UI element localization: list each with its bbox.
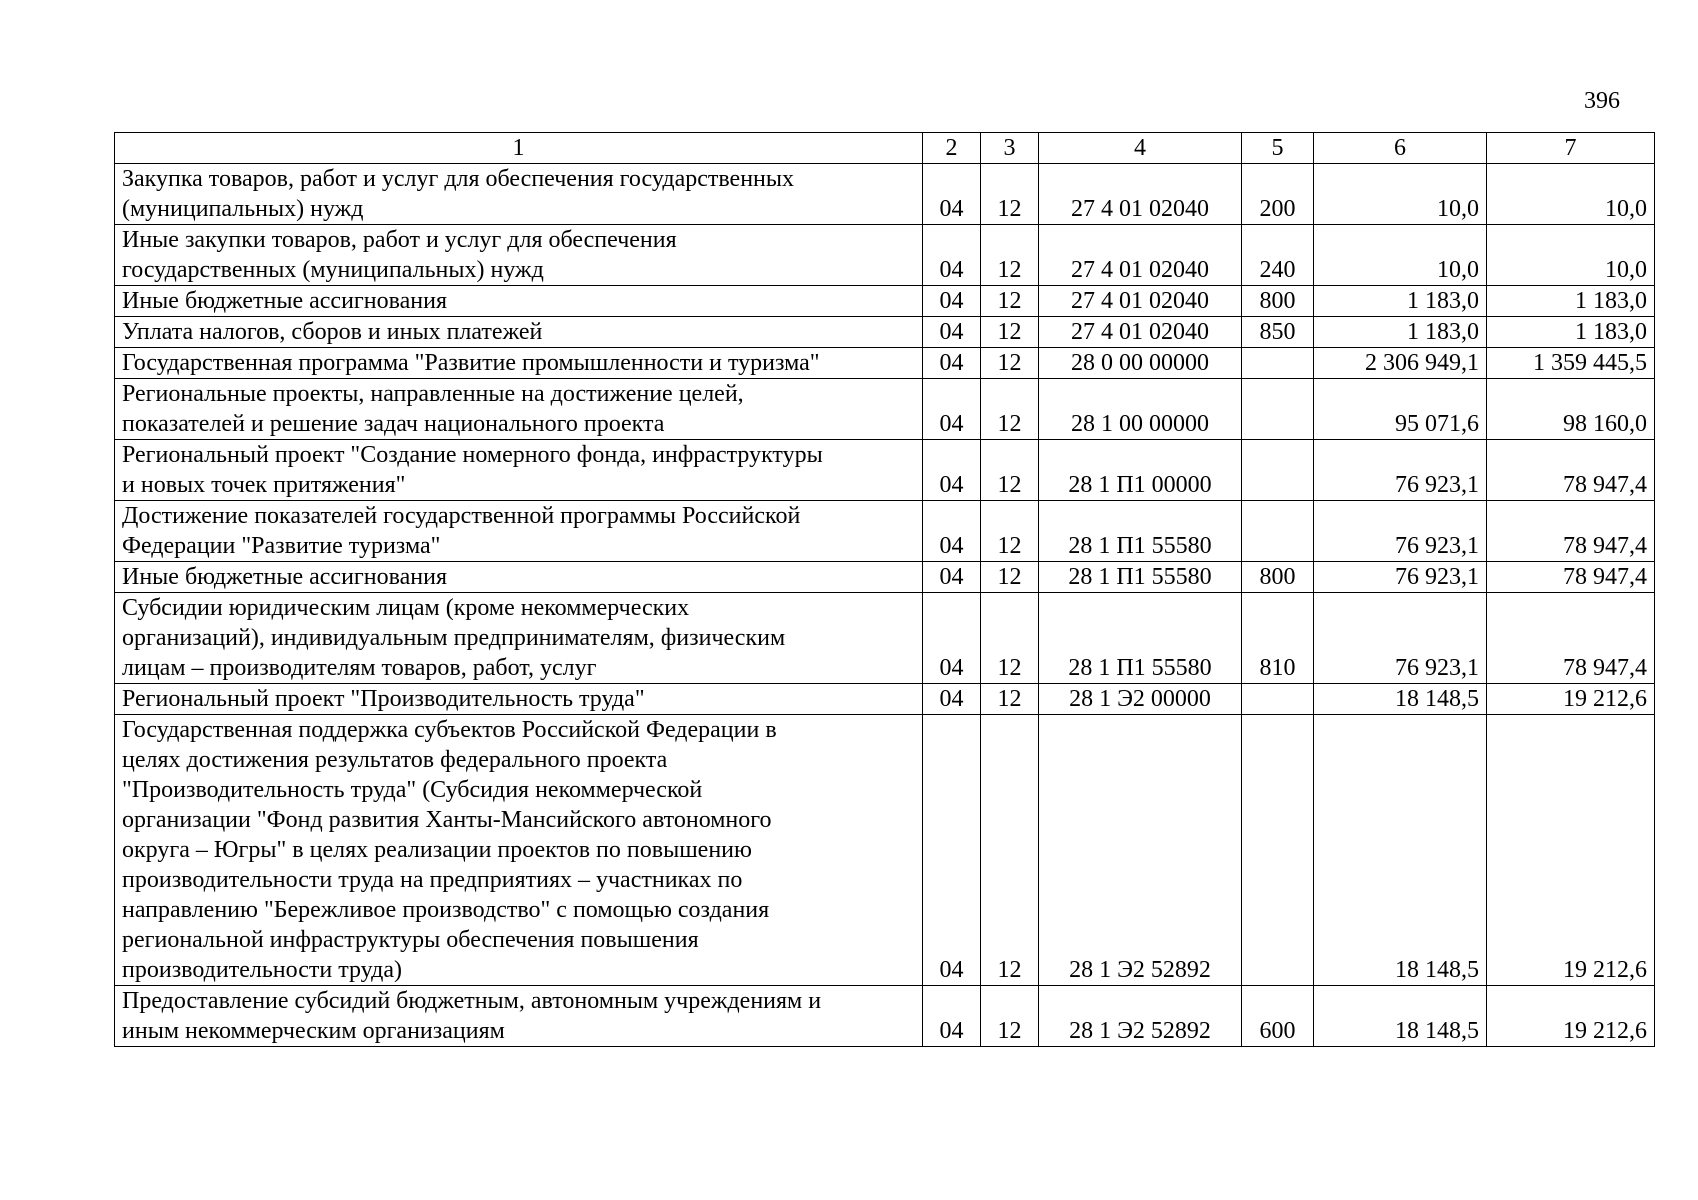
target-article-cell: 28 1 П1 55580 [1039,593,1242,684]
table-row [115,986,1655,1047]
section-cell: 04 [923,593,981,684]
column-header: 6 [1314,133,1487,164]
row-name-cell: Государственная программа "Развитие промышленности и туризма" [115,348,923,379]
section-cell: 04 [923,317,981,348]
row-name-cell: Иные бюджетные ассигнования [115,562,923,593]
expense-type-cell: 240 [1242,225,1314,286]
amount-year1-cell: 76 923,1 [1314,440,1487,501]
table-row [115,379,1655,440]
amount-year2-cell: 10,0 [1487,225,1655,286]
section-cell: 04 [923,379,981,440]
page-number: 396 [1584,88,1620,114]
amount-year2-cell: 78 947,4 [1487,593,1655,684]
table-row [115,684,1655,715]
amount-year2-cell: 19 212,6 [1487,986,1655,1047]
target-article-cell: 28 1 Э2 52892 [1039,986,1242,1047]
subsection-cell: 12 [981,562,1039,593]
expense-type-cell [1242,348,1314,379]
expense-type-cell [1242,501,1314,562]
target-article-cell: 27 4 01 02040 [1039,317,1242,348]
expense-type-cell [1242,379,1314,440]
table-body [115,164,1655,1047]
subsection-cell: 12 [981,986,1039,1047]
expense-type-cell [1242,715,1314,986]
table-row [115,501,1655,562]
row-name-cell: Иные бюджетные ассигнования [115,286,923,317]
target-article-cell: 28 1 П1 55580 [1039,501,1242,562]
amount-year2-cell: 19 212,6 [1487,715,1655,986]
amount-year2-cell: 78 947,4 [1487,440,1655,501]
expense-type-cell: 800 [1242,562,1314,593]
row-name-cell: Уплата налогов, сборов и иных платежей [115,317,923,348]
target-article-cell: 27 4 01 02040 [1039,286,1242,317]
table-row [115,286,1655,317]
subsection-cell: 12 [981,317,1039,348]
expense-type-cell: 800 [1242,286,1314,317]
table-row [115,317,1655,348]
amount-year2-cell: 1 183,0 [1487,317,1655,348]
target-article-cell: 28 1 П1 00000 [1039,440,1242,501]
budget-table [114,132,1655,1047]
section-cell: 04 [923,440,981,501]
expense-type-cell: 200 [1242,164,1314,225]
row-name-cell: Закупка товаров, работ и услуг для обеспечения государственных (муниципальных) нужд [115,164,923,225]
amount-year1-cell: 95 071,6 [1314,379,1487,440]
target-article-cell: 28 1 Э2 00000 [1039,684,1242,715]
column-header: 7 [1487,133,1655,164]
column-header: 3 [981,133,1039,164]
subsection-cell: 12 [981,286,1039,317]
section-cell: 04 [923,684,981,715]
section-cell: 04 [923,225,981,286]
expense-type-cell: 600 [1242,986,1314,1047]
table-row [115,164,1655,225]
section-cell: 04 [923,348,981,379]
amount-year1-cell: 1 183,0 [1314,317,1487,348]
amount-year1-cell: 18 148,5 [1314,986,1487,1047]
table-row [115,348,1655,379]
section-cell: 04 [923,501,981,562]
section-cell: 04 [923,164,981,225]
subsection-cell: 12 [981,715,1039,986]
subsection-cell: 12 [981,379,1039,440]
amount-year1-cell: 10,0 [1314,225,1487,286]
target-article-cell: 27 4 01 02040 [1039,225,1242,286]
subsection-cell: 12 [981,501,1039,562]
column-header: 1 [115,133,923,164]
column-header: 5 [1242,133,1314,164]
target-article-cell: 28 1 Э2 52892 [1039,715,1242,986]
expense-type-cell [1242,440,1314,501]
section-cell: 04 [923,562,981,593]
target-article-cell: 28 0 00 00000 [1039,348,1242,379]
amount-year2-cell: 1 359 445,5 [1487,348,1655,379]
row-name-cell: Региональные проекты, направленные на достижение целей, показателей и решение задач национального проекта [115,379,923,440]
section-cell: 04 [923,286,981,317]
amount-year1-cell: 10,0 [1314,164,1487,225]
target-article-cell: 28 1 00 00000 [1039,379,1242,440]
amount-year2-cell: 1 183,0 [1487,286,1655,317]
table-row [115,593,1655,684]
amount-year2-cell: 98 160,0 [1487,379,1655,440]
subsection-cell: 12 [981,440,1039,501]
expense-type-cell: 810 [1242,593,1314,684]
subsection-cell: 12 [981,225,1039,286]
header-row [115,133,1655,164]
amount-year1-cell: 1 183,0 [1314,286,1487,317]
amount-year1-cell: 76 923,1 [1314,593,1487,684]
amount-year1-cell: 76 923,1 [1314,562,1487,593]
section-cell: 04 [923,986,981,1047]
row-name-cell: Иные закупки товаров, работ и услуг для обеспечения государственных (муниципальных) нужд [115,225,923,286]
subsection-cell: 12 [981,348,1039,379]
table-row [115,225,1655,286]
amount-year1-cell: 2 306 949,1 [1314,348,1487,379]
row-name-cell: Субсидии юридическим лицам (кроме некоммерческих организаций), индивидуальным предпринимателям, физическим лицам – производителям товаров, работ, услуг [115,593,923,684]
target-article-cell: 28 1 П1 55580 [1039,562,1242,593]
target-article-cell: 27 4 01 02040 [1039,164,1242,225]
subsection-cell: 12 [981,684,1039,715]
subsection-cell: 12 [981,164,1039,225]
row-name-cell: Государственная поддержка субъектов Российской Федерации в целях достижения результатов федерального проекта "Производительность труда" (Субсидия некоммерческой организации "Фонд развития Ханты-Мансийского автономного округа – Югры" в целях реализации проектов по повышению производительности труда на предприятиях – участниках по направлению "Бережливое производство" с помощью создания региональной инфраструктуры обеспечения повышения производительности труда) [115,715,923,986]
row-name-cell: Региональный проект "Создание номерного фонда, инфраструктуры и новых точек притяжения" [115,440,923,501]
amount-year2-cell: 78 947,4 [1487,501,1655,562]
column-header: 4 [1039,133,1242,164]
row-name-cell: Региональный проект "Производительность труда" [115,684,923,715]
expense-type-cell: 850 [1242,317,1314,348]
amount-year1-cell: 18 148,5 [1314,684,1487,715]
section-cell: 04 [923,715,981,986]
expense-type-cell [1242,684,1314,715]
column-header: 2 [923,133,981,164]
table-row [115,440,1655,501]
amount-year2-cell: 10,0 [1487,164,1655,225]
row-name-cell: Достижение показателей государственной программы Российской Федерации "Развитие туризма" [115,501,923,562]
amount-year2-cell: 78 947,4 [1487,562,1655,593]
table-row [115,562,1655,593]
amount-year1-cell: 76 923,1 [1314,501,1487,562]
amount-year1-cell: 18 148,5 [1314,715,1487,986]
table-row [115,715,1655,986]
amount-year2-cell: 19 212,6 [1487,684,1655,715]
subsection-cell: 12 [981,593,1039,684]
row-name-cell: Предоставление субсидий бюджетным, автономным учреждениям и иным некоммерческим организациям [115,986,923,1047]
